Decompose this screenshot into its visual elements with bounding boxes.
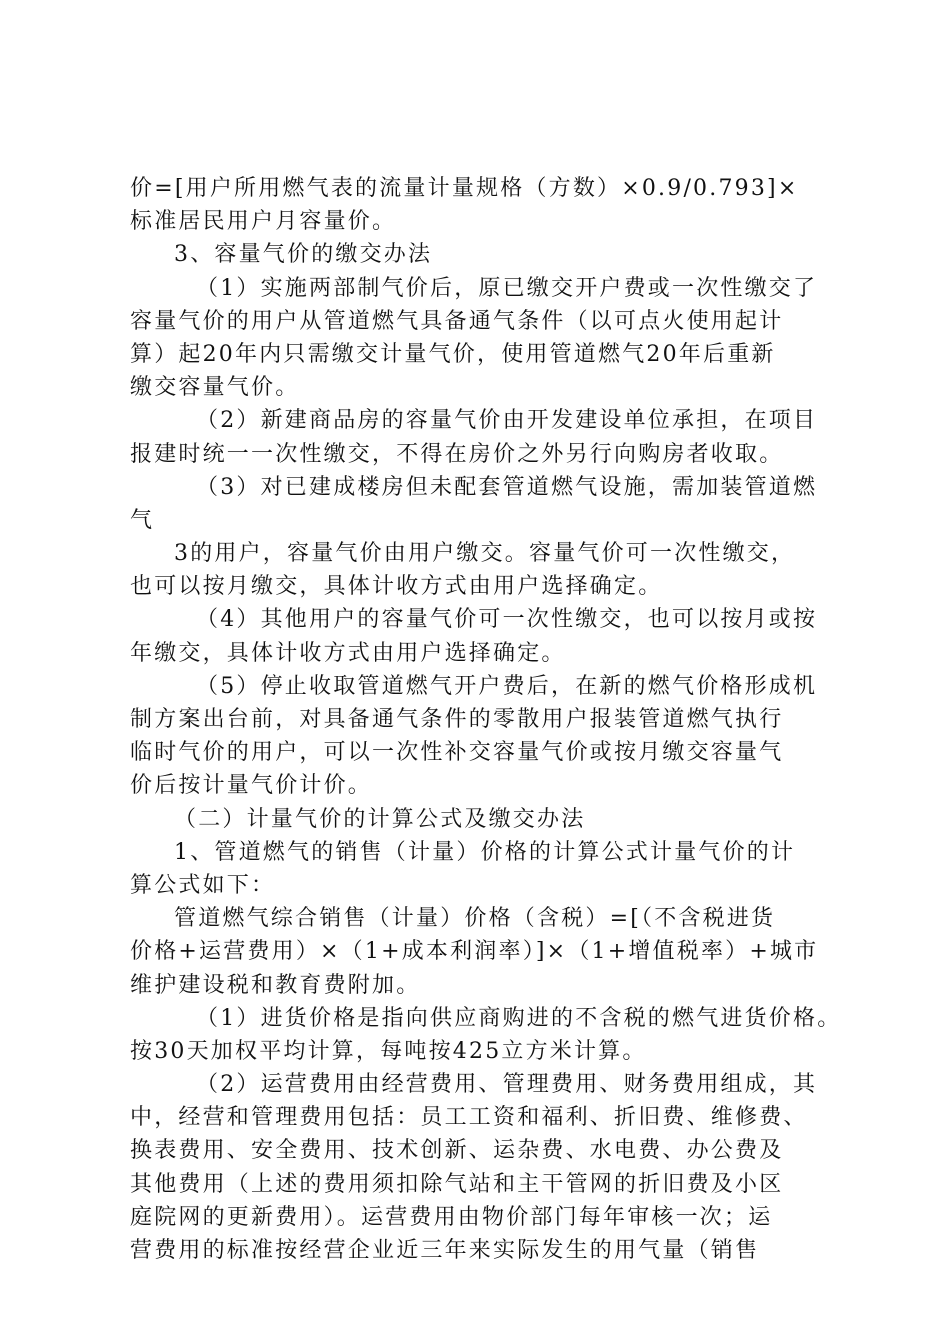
text-line: 算）起20年内只需缴交计量气价，使用管道燃气20年后重新 [130,341,776,367]
text-line: 价后按计量气价计价。 [130,773,373,799]
paragraph-start: （1）进货价格是指向供应商购进的不含税的燃气进货价格。 [196,1005,842,1031]
formula-line: 价格+运营费用）×（1+成本利润率）]×（1+增值税率）+城市 [130,939,819,965]
formula-line: 管道燃气综合销售（计量）价格（含税）=[（不含税进货 [174,906,776,932]
text-line: 报建时统一一次性缴交，不得在房价之外另行向购房者收取。 [130,441,784,467]
text-line: 年缴交，具体计收方式由用户选择确定。 [130,640,566,666]
text-line: 标准居民用户月容量价。 [130,209,397,235]
body-text [130,172,842,1267]
paragraph-start: （5）停止收取管道燃气开户费后，在新的燃气价格形成机 [196,673,818,699]
text-line: 临时气价的用户，可以一次性补交容量气价或按月缴交容量气 [130,740,784,766]
section-heading: 3、容量气价的缴交办法 [174,242,433,268]
text-line: 中，经营和管理费用包括：员工工资和福利、折旧费、维修费、 [130,1105,808,1131]
paragraph-start: （1）实施两部制气价后，原已缴交开户费或一次性缴交了 [196,275,818,301]
text-line: 按30天加权平均计算，每吨按425立方米计算。 [130,1038,647,1064]
text-line: 容量气价的用户从管道燃气具备通气条件（以可点火使用起计 [130,308,784,334]
text-line: 缴交容量气价。 [130,375,300,401]
paragraph-start: （2）运营费用由经营费用、管理费用、财务费用组成，其 [196,1072,818,1098]
text-line: 也可以按月缴交，具体计收方式由用户选择确定。 [130,574,663,600]
paragraph-start: （2）新建商品房的容量气价由开发建设单位承担，在项目 [196,408,818,434]
paragraph-start: 3的用户，容量气价由用户缴交。容量气价可一次性缴交， [174,541,796,567]
text-line: 价=[用户所用燃气表的流量计量规格（方数）×0.9/0.793]× [130,176,799,201]
section-heading: （二）计量气价的计算公式及缴交办法 [174,806,586,832]
text-line: 庭院网的更新费用）。运营费用由物价部门每年审核一次；运 [130,1204,773,1230]
text-line: 制方案出台前，对具备通气条件的零散用户报装管道燃气执行 [130,707,784,732]
paragraph-start: （4）其他用户的容量气价可一次性缴交，也可以按月或按 [196,607,818,633]
text-line: 营费用的标准按经营企业近三年来实际发生的用气量（销售 [130,1238,760,1263]
text-line: 其他费用（上述的费用须扣除气站和主干管网的折旧费及小区 [130,1171,784,1197]
text-line: 换表费用、安全费用、技术创新、运杂费、水电费、办公费及 [130,1138,784,1164]
text-line: 气 [130,507,155,533]
paragraph-start: （3）对已建成楼房但未配套管道燃气设施，需加装管道燃 [196,474,818,500]
formula-line: 维护建设税和教育费附加。 [130,972,421,998]
text-line: 算公式如下： [130,872,276,898]
paragraph-start: 1、管道燃气的销售（计量）价格的计算公式计量气价的计 [174,839,796,865]
